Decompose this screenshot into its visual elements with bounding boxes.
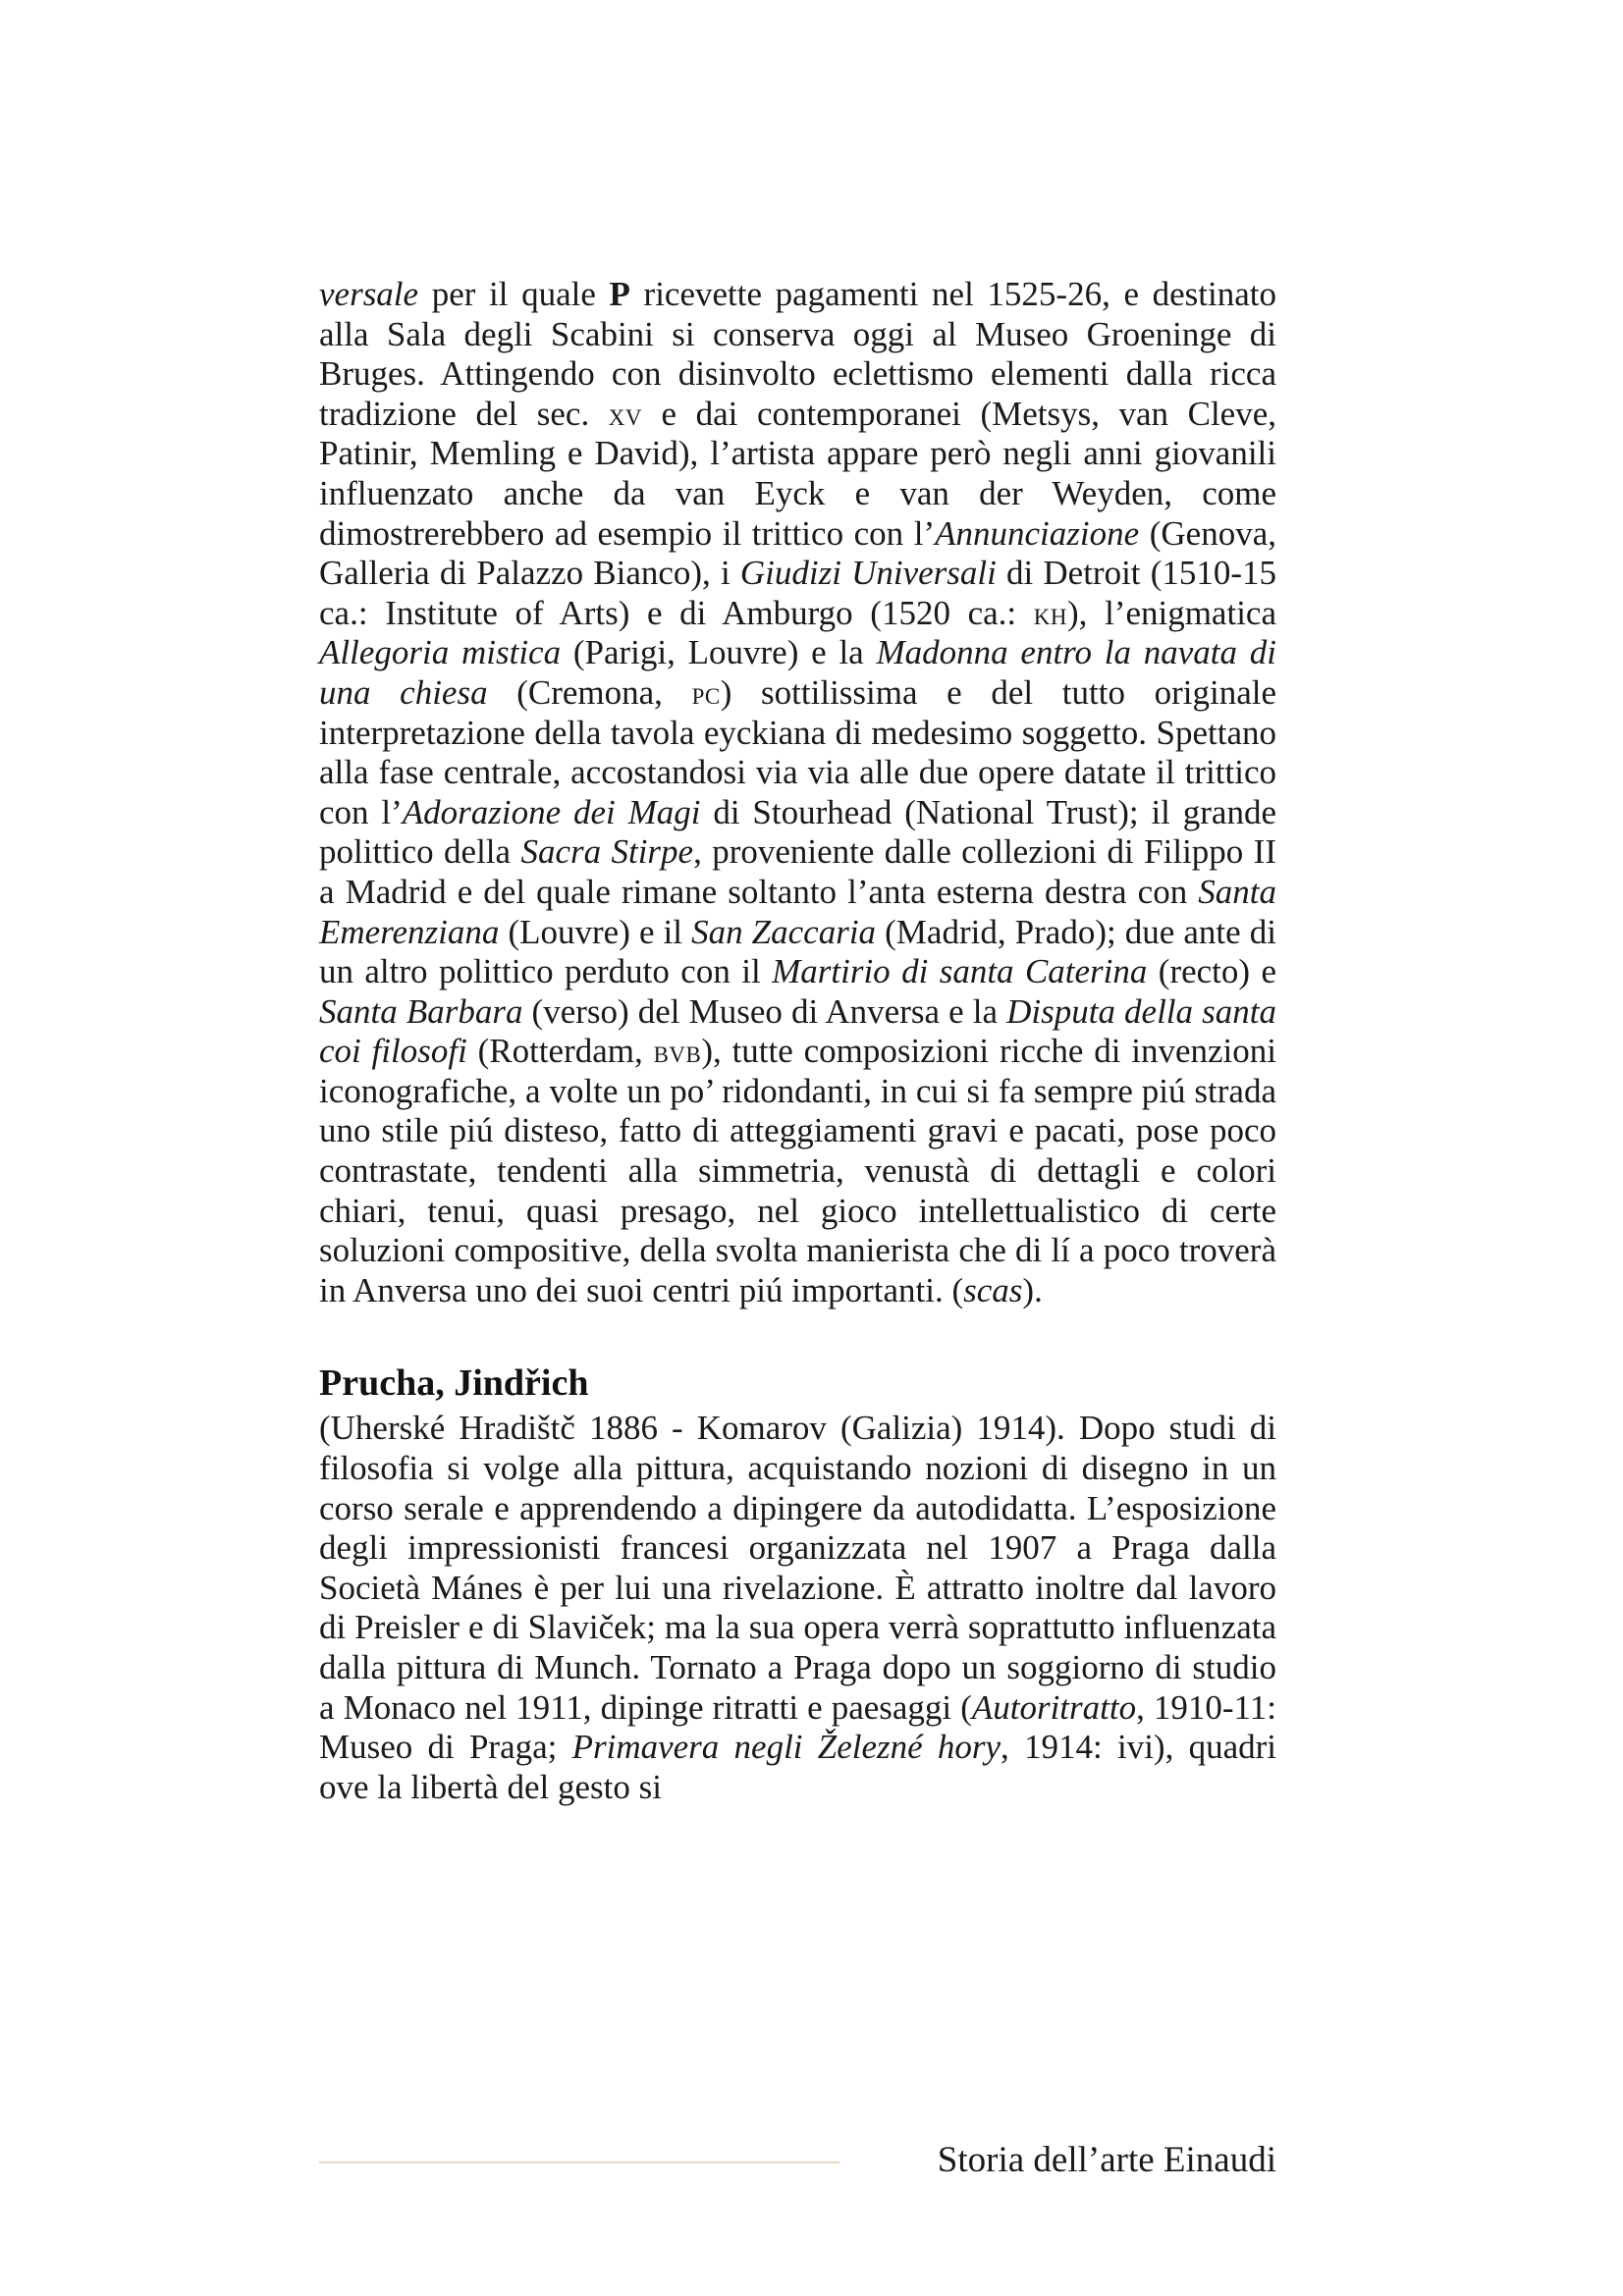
body-text: , proveniente dalle collezioni di Filippo II a Madrid e del quale rimane soltanto l’anta esterna destra con (319, 832, 1276, 911)
body-text: di Detroit (1510-15 ca.: Institute of Arts) e di Amburgo (1520 ca.: (319, 554, 1277, 632)
footer-divider (319, 2162, 839, 2163)
text-column (319, 275, 1276, 1807)
body-text: (recto) e (1147, 952, 1277, 991)
body-text: , 1910-11: Museo di Praga; (319, 1687, 1276, 1767)
artwork-title: Santa Barbara (319, 991, 523, 1031)
entry-paragraph (319, 1409, 1276, 1807)
body-text: ) sottilissima e del tutto originale interpretazione della tavola eyckiana di medesimo soggetto. Spettano alla fase centrale, accostandosi via via alle due opere datate il trittico con l’ (319, 672, 1276, 831)
artwork-title: Sacra Stirpe (520, 832, 694, 872)
small-caps-abbreviation: bvb (653, 1034, 702, 1070)
body-text: (Uherské Hradištč 1886 - Komarov (Galizia) 1914). Dopo studi di filosofia si volge alla pittura, acquistando nozioni di disegno in un corso serale e apprendendo a dipingere da autodidatta. L’esposizione degli impressionisti francesi organizzata nel 1907 a Praga dalla Società Mánes è per lui una rivelazione. È attratto inoltre dal lavoro di Preisler e di Slaviček; ma la sua opera verrà soprattutto influenzata dalla pittura di Munch. Tornato a Praga dopo un soggiorno di studio a Monaco nel 1911, dipinge ritratti e paesaggi ( (319, 1409, 1276, 1727)
artwork-title: Allegoria mistica (319, 633, 562, 672)
body-text: e dai contemporanei (Metsys, van Cleve, Patinir, Memling e David), l’artista appare però negli anni giovanili influenzato anche da van Eyck e van der Weyden, come dimostrerebbero ad esempio il trittico con l’ (319, 394, 1276, 553)
body-text: (Madrid, Prado); due ante di un altro polittico perduto con il (319, 912, 1276, 991)
artwork-title: Santa Emerenziana (319, 872, 1276, 951)
artwork-title: Primavera negli Železné hory (571, 1728, 1001, 1767)
body-text: ). (1022, 1270, 1043, 1309)
artwork-title: Madonna entro la navata di una chiesa (319, 633, 1277, 712)
italic-text: versale (319, 275, 419, 313)
page-footer (319, 2136, 1276, 2185)
body-text: ricevette pagamenti nel 1525-26, e destinato alla Sala degli Scabini si conserva oggi al Museo Groeninge di Bruges. Attingendo con disinvolto eclettismo elementi dalla ricca tradizione del sec. (319, 275, 1276, 433)
author-initials: scas (963, 1270, 1023, 1309)
body-text: (verso) del Museo di Anversa e la (522, 991, 1007, 1031)
body-text: (Rotterdam, (466, 1032, 654, 1071)
small-caps-abbreviation: kh (1033, 595, 1068, 631)
artwork-title: Adorazione dei Magi (402, 792, 701, 831)
body-text: (Genova, Galleria di Palazzo Bianco), i (319, 513, 1276, 593)
small-caps-abbreviation: xv (608, 396, 643, 432)
article-continuation-paragraph (319, 275, 1276, 1310)
artwork-title: Annunciazione (935, 513, 1140, 553)
body-text: (Cremona, (487, 672, 692, 712)
artwork-title: Giudizi Universali (739, 554, 997, 593)
artwork-title: Martirio di santa Caterina (772, 952, 1148, 991)
body-text: per il quale (418, 275, 610, 313)
body-text: (Parigi, Louvre) e la (561, 633, 877, 672)
artwork-title: Autoritratto (971, 1687, 1137, 1727)
body-text: , 1914: ivi), quadri ove la libertà del gesto si (319, 1728, 1276, 1806)
artwork-title: San Zaccaria (691, 912, 877, 951)
body-text: (Louvre) e il (499, 912, 692, 951)
body-text: di Stourhead (National Trust); il grande polittico della (319, 792, 1276, 872)
body-text: ), tutte composizioni ricche di invenzioni iconografiche, a volte un po’ ridondanti, in cui si fa sempre piú strada uno stile piú disteso, fatto di atteggiamenti gravi e pacati, pose poco contrastate, tendenti alla simmetria, venustà di dettagli e colori chiari, tenui, quasi presago, nel gioco intellettualistico di certe soluzioni compositive, della svolta manierista che di lí a poco troverà in Anversa uno dei suoi centri piú importanti. ( (319, 1032, 1277, 1309)
footer-publication-title: Storia dell’arte Einaudi (937, 2140, 1276, 2180)
small-caps-abbreviation: pc (691, 674, 721, 711)
body-text: ), l’enigmatica (1067, 593, 1276, 632)
entry-heading: Prucha, Jindřich (319, 1362, 589, 1405)
bold-abbreviation: P (609, 275, 630, 313)
artwork-title: Disputa della santa coi filosofi (319, 991, 1276, 1071)
